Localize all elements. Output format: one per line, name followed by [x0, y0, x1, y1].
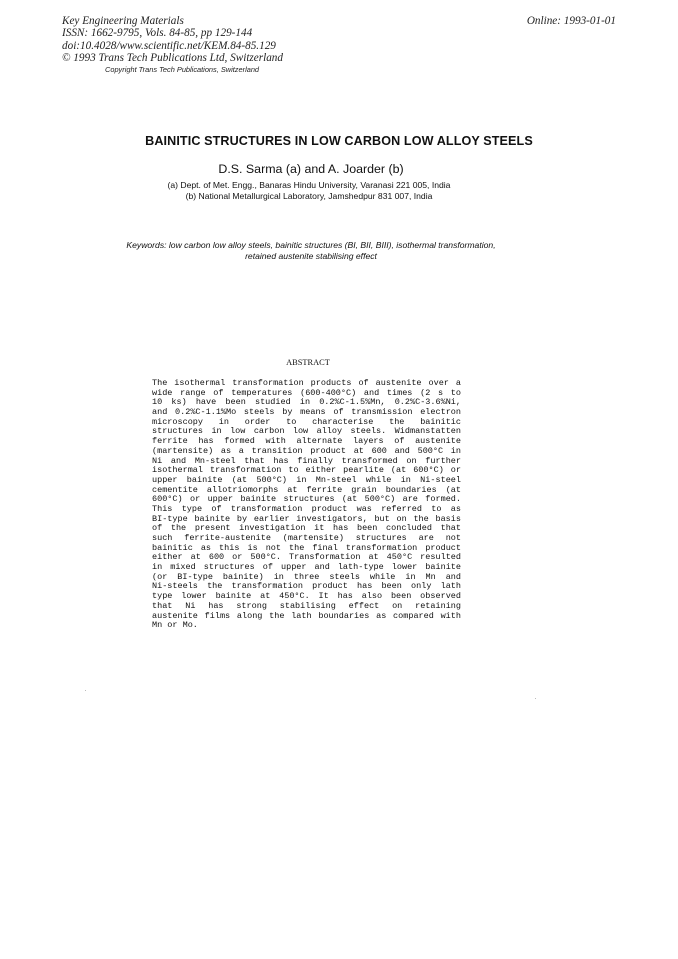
abstract-line: that Ni has strong stabilising effect on retaining — [152, 600, 461, 611]
copyright-stamp: Copyright Trans Tech Publications, Switzerland — [105, 65, 260, 74]
scan-speck — [85, 690, 86, 691]
paper-title: BAINITIC STRUCTURES IN LOW CARBON LOW ALLOY STEELS — [145, 134, 533, 148]
journal-meta — [62, 15, 283, 65]
abstract-line: bainitic as this is not the final transformation product — [152, 542, 461, 553]
keywords — [88, 240, 534, 262]
abstract-body — [152, 379, 461, 631]
abstract-line: 600°C) or upper bainite structures (at 500°C) are formed. — [152, 494, 461, 505]
abstract-line: BI-type bainite by earlier investigators, but on the basis — [152, 513, 461, 524]
abstract-line: such ferrite-austenite (martensite) structures are not — [152, 533, 461, 543]
abstract-line: microscopy in order to characterise the bainitic — [152, 416, 461, 427]
abstract-line: type lower bainite at 450°C. It has also been observed — [152, 591, 461, 602]
abstract-line: isothermal transformation to either pearlite (at 600°C) or — [152, 465, 461, 476]
abstract-line: (martensite) as a transition product at 600 and 500°C in — [152, 445, 461, 456]
abstract-line: 10 ks) have been studied in 0.2%C-1.5%Mn, 0.2%C-3.6%Ni, — [152, 397, 461, 408]
issn-line: ISSN: 1662-9795, Vols. 84-85, pp 129-144 — [62, 27, 253, 40]
affiliation-a: (a) Dept. of Met. Engg., Banaras Hindu University, Varanasi 221 005, India — [167, 180, 451, 190]
abstract-line: upper bainite (at 500°C) in Mn-steel while in Ni-steel — [152, 474, 461, 485]
affiliation-b: (b) National Metallurgical Laboratory, Jamshedpur 831 007, India — [185, 191, 433, 201]
abstract-line: (or BI-type bainite) in three steels while in Mn and — [152, 571, 461, 582]
abstract-line: structures in low carbon low alloy steels. Widmanstatten — [152, 426, 461, 437]
scan-speck — [535, 698, 536, 699]
online-date: Online: 1993-01-01 — [526, 15, 616, 27]
abstract-line: of the present investigation it has been concluded that — [152, 523, 461, 534]
journal-name: Key Engineering Materials — [62, 15, 184, 27]
doi-line: doi:10.4028/www.scientific.net/KEM.84-85.129 — [62, 39, 276, 52]
abstract-line: This type of transformation product was referred to as — [152, 503, 461, 514]
abstract-line: in mixed structures of upper and lath-type lower bainite — [152, 562, 461, 573]
abstract-heading: ABSTRACT — [286, 358, 330, 367]
abstract-line: and 0.2%C-1.1%Mo steels by means of transmission electron — [152, 407, 461, 418]
keywords-line-2: retained austenite stabilising effect — [245, 251, 377, 261]
abstract-line: Mn or Mo. — [152, 620, 198, 631]
abstract-line: austenite films along the lath boundaries as compared with — [152, 610, 461, 621]
abstract-line: either at 600 or 500°C. Transformation at 450°C resulted — [152, 552, 461, 563]
abstract-line: Ni-steels the transformation product has been only lath — [152, 581, 461, 592]
abstract-line: wide range of temperatures (600-400°C) and times (2 s to — [152, 387, 461, 398]
keywords-line-1: Keywords: low carbon low alloy steels, bainitic structures (BI, BII, BIII), isothermal transformation, — [126, 240, 496, 250]
abstract-line: Ni and Mn-steel that has finally transformed on further — [152, 455, 461, 466]
publisher-line: © 1993 Trans Tech Publications Ltd, Switzerland — [62, 52, 283, 65]
abstract-line: The isothermal transformation products of austenite over a — [152, 378, 461, 388]
paper-authors: D.S. Sarma (a) and A. Joarder (b) — [218, 162, 404, 176]
abstract-line: ferrite has formed with alternate layers of austenite — [152, 436, 461, 447]
abstract-line: cementite allotriomorphs at ferrite grain boundaries (at — [152, 484, 461, 495]
